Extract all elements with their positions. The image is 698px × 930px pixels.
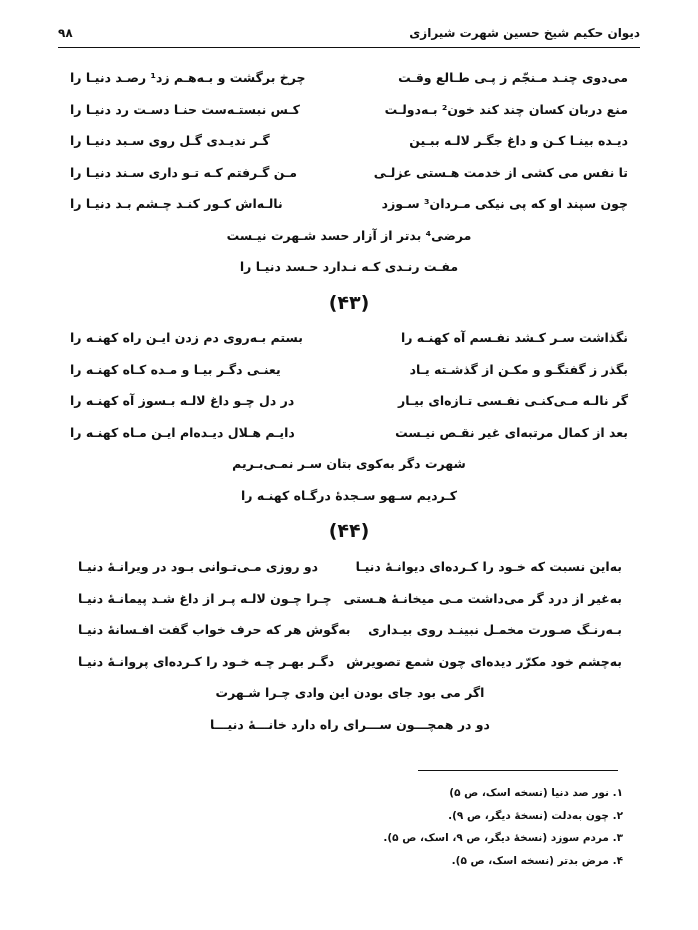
second-hemistich: کـس نبستـه‌ست حنـا دسـت رد دنیـا را (70, 101, 300, 117)
footnote: ۱. نور صد دنیا (نسخه اسک، ص ۵) (449, 787, 623, 799)
poem-44 (78, 551, 622, 740)
page-header (58, 22, 640, 44)
closing-couplet (78, 677, 622, 740)
first-hemistich: گر نالـه مـی‌کنـی نفـسی تـازه‌ای بیـار (398, 393, 628, 408)
second-hemistich: یعنـی دگـر بیـا و مـده کـاه کهنـه را (70, 361, 281, 377)
first-hemistich: بگذر ز گفتگـو و مکـن از گذشـته یـاد (409, 361, 628, 377)
first-hemistich: به‌چشم خود مکرّر دیده‌ای چون شمع تصویرش (346, 653, 622, 669)
poem-number-44: (۴۴) (328, 520, 370, 542)
closing-line: دو در همچـــون ســـرای راه دارد خانـــهٔ دنیـــا (210, 716, 490, 732)
first-hemistich: چون سپند او که پی نیکی مـردان³ سـوزد (381, 196, 628, 211)
couplet (70, 188, 628, 220)
closing-line: اگر می بود جای بودن این وادی چـرا شـهرت (215, 685, 485, 700)
closing-line: کـردیم سـهو سـجدهٔ درگـاه کهنـه را (241, 487, 457, 503)
second-hemistich: به‌گوش هر که حرف خواب گفت افـسانهٔ دنیـا (78, 622, 351, 637)
couplet (70, 62, 628, 94)
second-hemistich: دایـم هـلال دیـده‌ام ایـن مـاه کهنـه را (70, 424, 295, 440)
first-hemistich: دیـده بینـا کـن و داغ جگـر لالـه ببـین (409, 133, 628, 148)
second-hemistich: چـرا چـون لالـه پـر از داغ شـد پیمانـهٔ دنیـا (78, 590, 332, 606)
first-hemistich: به‌این نسبت که خـود را کـرده‌ای دیوانـهٔ دنیـا (355, 559, 622, 574)
closing-couplet (70, 448, 628, 511)
first-hemistich: نگذاشت سـر کـشد نفـسم آه کهنـه را (400, 330, 628, 345)
second-hemistich: دگـر بهـر چـه خـود را کـرده‌ای پروانـهٔ دنیـا (78, 653, 335, 669)
couplet (70, 385, 628, 417)
couplet (70, 354, 628, 386)
couplet (70, 157, 628, 189)
footnote: ۴. مرض بدتر (نسخه اسک، ص ۵). (451, 854, 623, 867)
couplet (70, 417, 628, 449)
poem-43 (70, 322, 628, 511)
second-hemistich: در دل چـو داغ لالـه بـسوز آه کهنـه را (70, 393, 295, 408)
first-hemistich: به‌غیر از درد گر می‌داشت مـی میخانـهٔ هـستی (343, 590, 622, 606)
second-hemistich: دو روزی مـی‌تـوانی بـود در ویرانـهٔ دنیـا (78, 559, 319, 574)
first-hemistich: منع دربان کسان چند کند خون² بـه‌دولـت (384, 101, 628, 117)
footnote: ۲. چون به‌دلت (نسخهٔ دیگر، ص ۹). (448, 809, 623, 822)
couplet (78, 551, 622, 583)
header-divider (58, 47, 640, 48)
closing-line: مفـت رنـدی کـه نـدارد حـسد دنیـا را (239, 259, 459, 274)
first-hemistich: بـه‌رنـگ صـورت مخمـل نبینـد روی بیـداری (368, 622, 622, 637)
first-hemistich: می‌دوی چنـد مـنجّم ز پـی طـالع وقـت (398, 70, 628, 85)
poem-number-43: (۴۳) (328, 292, 370, 314)
first-hemistich: تا نفس می کشی از خدمت هـستی عزلـی (373, 164, 628, 180)
footnote: ۳. مردم سوزد (نسخهٔ دیگر، ص ۹، اسک، ص ۵). (383, 832, 623, 844)
couplet (70, 322, 628, 354)
second-hemistich: چرخ برگشت و بـه‌هـم زد¹ رصـد دنیـا را (70, 70, 306, 85)
couplet (78, 583, 622, 615)
couplet (78, 646, 622, 678)
second-hemistich: نالـه‌اش کـور کنـد چـشم بـد دنیـا را (70, 196, 283, 211)
couplet (78, 614, 622, 646)
footnotes (383, 782, 623, 872)
couplet (70, 125, 628, 157)
second-hemistich: مـن گـرفتم کـه تـو داری سـند دنیـا را (70, 164, 297, 180)
second-hemistich: گـر ندیـدی گـل روی سـبد دنیـا را (70, 133, 270, 148)
closing-line: مرضی⁴ بدتر از آزار حسد شـهرت نیـست (226, 227, 472, 243)
first-hemistich: بعد از کمال مرتبه‌ای غیر نقـص نیـست (395, 424, 628, 440)
poem-42-tail (70, 62, 628, 283)
footnote-divider (418, 770, 618, 771)
couplet (70, 94, 628, 126)
closing-couplet (70, 220, 628, 283)
closing-line: شهرت دگر به‌کوی بتان سـر نمـی‌بـریم (232, 456, 466, 471)
running-title: دیوان حکیم شیخ حسین شهرت شیرازی (409, 26, 640, 40)
second-hemistich: بستم بـه‌روی دم زدن ایـن راه کهنـه را (70, 330, 303, 345)
page-number: ۹۸ (58, 26, 73, 40)
